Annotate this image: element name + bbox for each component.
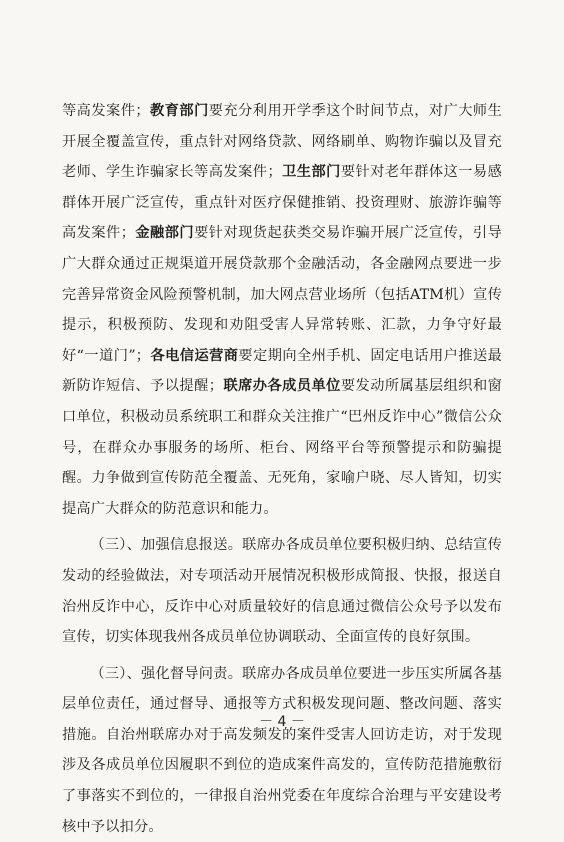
bold-department-name: 卫生部门 — [281, 164, 341, 181]
bold-department-name: 联席办各成员单位 — [223, 378, 341, 395]
paragraph-text: 要针对老年群体这一易感群体开展广泛宣传，重点针对医疗保健推销、投资理财、旅游诈骗等高发案件； — [62, 164, 502, 242]
paragraph-text: 要充分利用开学季这个时间节点，对广大师生开展全覆盖宣传，重点针对网络贷款、网络刷单、购物诈骗以及冒充老师、学生诈骗家长等高发案件； — [62, 103, 502, 181]
paragraph-text: 要发动所属基层组织和窗口单位，积极动员系统职工和群众关注推广“巴州反诈中心”微信公众号，在群众办事服务的场所、柜台、网络平台等预警提示和防骗提醒。力争做到宣传防范全覆盖、无死角，家喻户晓、尽人皆知，切实提高广大群众的防范意识和能力。 — [62, 378, 503, 517]
bold-department-name: 金融部门 — [135, 225, 195, 242]
paragraph-text: 要针对现货起获类交易诈骗开展广泛宣传，引导广大群众通过正规渠道开展贷款那个金融活动，各金融网点要进一步完善异常资金风险预警机制，加大网点营业场所（包括ATM机）宣传提示，积极预防、发现和劝阻受害人异常转账、汇款，力争守好最好“一道门”； — [62, 225, 502, 364]
bold-department-name: 教育部门 — [149, 103, 209, 119]
page-number: － 4 － — [259, 714, 305, 730]
paragraph-info-reporting — [62, 530, 502, 652]
paragraph-supervision — [62, 659, 502, 842]
paragraph-text: （三）、强化督导问责。联席办各成员单位要进一步压实所属各基层单位责任，通过督导、通报等方式积极发现问题、整改问题、落实措施。自治州联席办对于高发频发的案件受害人回访走访，对于发现涉及各成员单位因履职不到位的造成案件高发的，宣传防范措施敷衍了事落实不到位的，一律报自治州党委在年度综合治理与平安建设考核中予以扣分。 — [62, 665, 502, 835]
paragraph-text: （三）、加强信息报送。联席办各成员单位要积极归纳、总结宣传发动的经验做法，对专项活动开展情况积极形成简报、快报，报送自治州反诈中心，反诈中心对质量较好的信息通过微信公众号予以发布宣传，切实体现我州各成员单位协调联动、全面宣传的良好氛围。 — [62, 537, 502, 646]
bold-department-name: 各电信运营商 — [150, 347, 239, 364]
paragraph-text: 等高发案件； — [62, 103, 150, 119]
paragraph-continued — [62, 96, 502, 524]
paragraph-text: 要定期向全州手机、固定电话用户推送最新防诈短信、予以提醒； — [62, 347, 502, 395]
